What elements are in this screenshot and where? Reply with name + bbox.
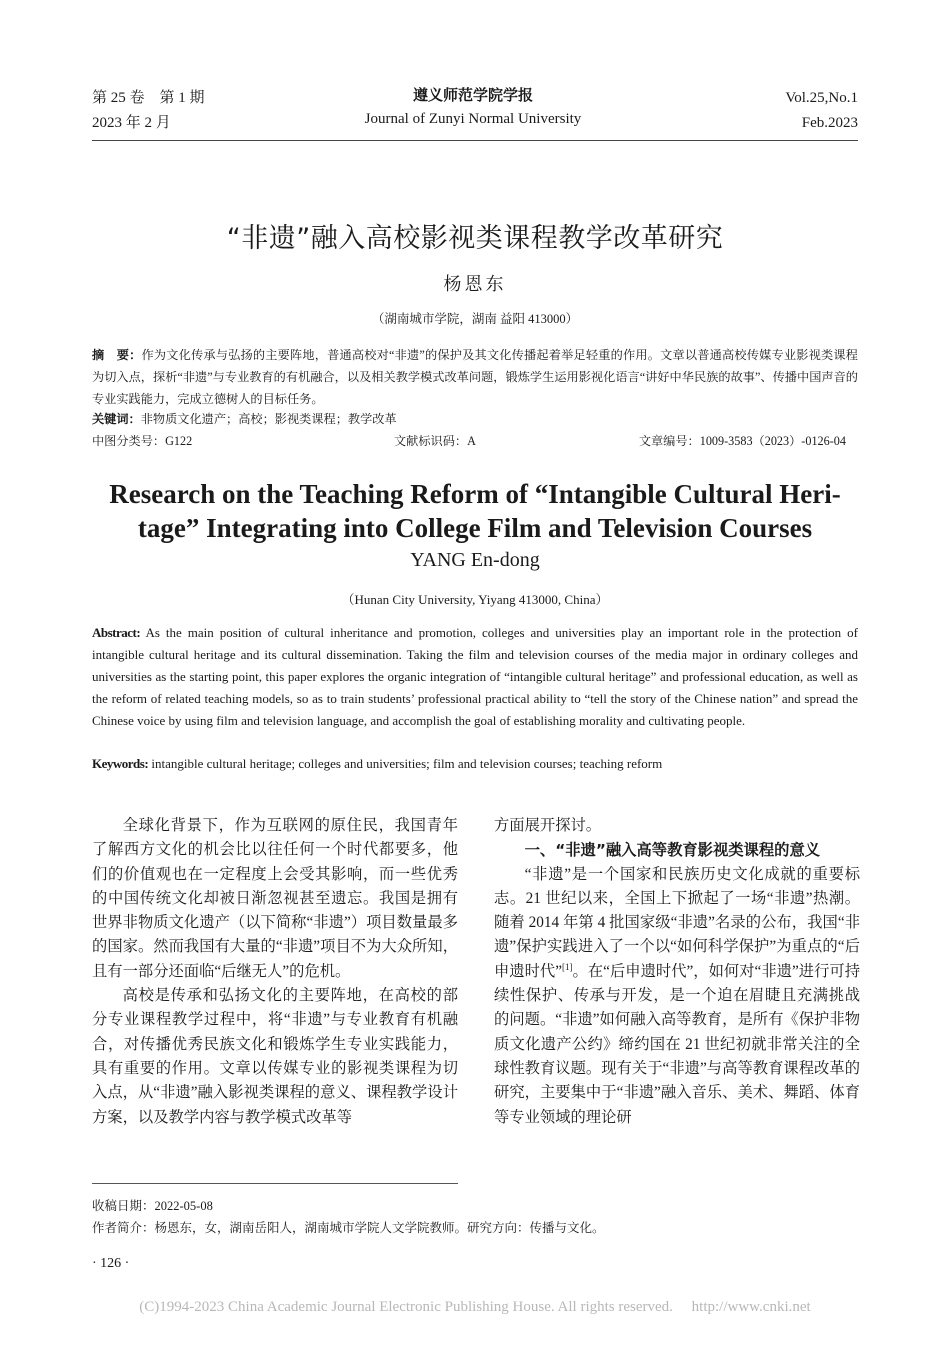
footnote-author-bio: 作者简介：杨恩东，女，湖南岳阳人，湖南城市学院人文学院教师。研究方向：传播与文化。 (92, 1221, 605, 1235)
affiliation-cn: （湖南城市学院，湖南 益阳 413000） (371, 312, 579, 326)
paper-title-en-line2: tage” Integrating into College Film and Television Courses (137, 513, 813, 543)
header-date: 2023 年 2 月 (92, 115, 171, 131)
header-volume-block (92, 86, 205, 136)
header-journal-block (300, 84, 646, 132)
keywords-text-en: intangible cultural heritage; colleges and universities; film and television courses; teaching reform (151, 756, 663, 771)
body-column-left (92, 814, 458, 1130)
abstract-cn (92, 344, 858, 410)
document-code: 文献标识码：A (394, 434, 476, 448)
clc-number: 中图分类号：G122 (92, 434, 193, 448)
body-paragraph-3 (494, 863, 860, 1130)
body-paragraph-2: 高校是传承和弘扬文化的主要阵地，在高校的部分专业课程教学过程中，将“非遗”与专业教育有机融合，对传播优秀民族文化和锻炼学生专业实践能力，具有重要的作用。文章以传媒专业的影视类课程为切入点，从“非遗”融入影视类课程的意义、课程教学设计方案，以及教学内容与教学模式改革等 (92, 987, 458, 1126)
paper-title-en (92, 477, 858, 545)
abstract-text-cn: 作为文化传承与弘扬的主要阵地，普通高校对“非遗”的保护及其文化传播起着举足轻重的作用。文章以普通高校传媒专业影视类课程为切入点，探析“非遗”与专业教育的有机融合，以及相关教学模式改革问题，锻炼学生运用影视化语言“讲好中华民族的故事”、传播中国声音的专业实践能力，完成立德树人的目标任务。 (92, 348, 858, 406)
abstract-en (92, 622, 858, 732)
body-paragraph-3b: 。在“后申遗时代”，如何对“非遗”进行可持续性保护、传承与开发，是一个迫在眉睫且充满挑战的问题。“非遗”如何融入高等教育，是所有《保护非物质文化遗产公约》缔约国在 21 世纪初就非常关注的全球性教育议题。现有关于“非遗”与高等教育课程改革的研究，主要集中于“非遗”融入音乐、美术、舞蹈、体育等专业领域的理论研 (494, 962, 860, 1126)
citation-ref-1[interactable]: [1] (562, 961, 573, 972)
abstract-text-en: As the main position of cultural inheritance and promotion, colleges and universities play an important role in the protection of intangible cultural heritage and its cultural dissemination. Taking the film and television courses of the media major in ordinary colleges and universities as the starting point, this paper explores the organic integration of “intangible cultural heritage” and professional education, as well as the reform of related teaching models, so as to train students’ professional practical ability to “tell the story of the Chinese nation” and spread the Chinese voice by using film and television language, and accomplish the goal of establishing morality and cultivating people. (92, 625, 858, 728)
author-cn: 杨恩东 (443, 274, 507, 294)
paper-title-cn: “非遗”融入高校影视类课程教学改革研究 (226, 223, 724, 254)
header-journal-cn: 遵义师范学院学报 (412, 86, 533, 104)
keywords-cn (92, 408, 858, 430)
keywords-en (92, 753, 858, 775)
keywords-label-cn: 关键词： (92, 412, 141, 426)
footnote-received: 收稿日期：2022-05-08 (92, 1199, 213, 1213)
keywords-text-cn: 非物质文化遗产；高校；影视类课程；教学改革 (140, 412, 397, 426)
body-paragraph-3a: “非遗”是一个国家和民族历史文化成就的重要标志。21 世纪以来，全国上下掀起了一场“非遗”热潮。随着 2014 年第 4 批国家级“非遗”名录的公布，我国“非遗”保护实践进入了一个以“如何科学保护”为重点的“后申遗时代” (494, 865, 860, 980)
abstract-label-cn: 摘 要： (92, 348, 142, 362)
page-number: · 126 · (92, 1256, 130, 1271)
footnote-divider (92, 1183, 458, 1184)
header-divider (92, 140, 858, 141)
header-vol-en-block (785, 86, 858, 136)
article-number: 文章编号：1009-3583（2023）-0126-04 (638, 434, 846, 448)
body-paragraph-1: 全球化背景下，作为互联网的原住民，我国青年了解西方文化的机会比以往任何一个时代都要多，他们的价值观也在一定程度上会受其影响，而一些优秀的中国传统文化却被日渐忽视甚至遗忘。我国是拥有世界非物质文化遗产（以下简称“非遗”）项目数量最多的国家。然而我国有大量的“非遗”项目不为大众所知，且有一部分还面临“后继无人”的危机。 (92, 817, 458, 980)
abstract-label-en: Abstract: (92, 625, 141, 640)
header-volume: 第 25 卷 第 1 期 (92, 90, 205, 106)
keywords-label-en: Keywords: (92, 756, 149, 771)
body-paragraph-2-continued: 方面展开探讨。 (494, 817, 602, 834)
paper-title-en-line1: Research on the Teaching Reform of “Intangible Cultural Heri- (109, 479, 841, 509)
header-date-en: Feb.2023 (801, 115, 858, 131)
body-column-right (494, 814, 860, 1130)
author-en: YANG En-dong (410, 549, 540, 571)
affiliation-en: （Hunan City University, Yiyang 413000, China） (341, 592, 609, 607)
header-journal-en: Journal of Zunyi Normal University (364, 111, 582, 127)
section-heading-1: 一、“非遗”融入高等教育影视类课程的意义 (524, 841, 821, 860)
header-vol-en: Vol.25,No.1 (785, 90, 858, 106)
copyright-notice: (C)1994-2023 China Academic Journal Electronic Publishing House. All rights reserved. http://www.cnki.net (139, 1299, 811, 1315)
